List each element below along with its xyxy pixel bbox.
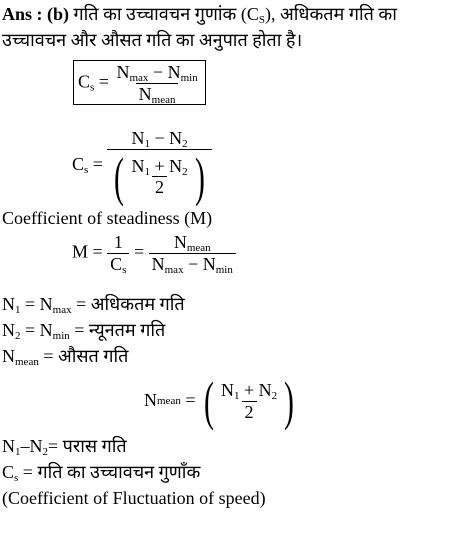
range-line: $N_1-N_2=$ परास गति bbox=[2, 436, 127, 458]
intro-text: गति का उच्चावचन गुणांक (C bbox=[73, 4, 259, 24]
cs-line: $C_s$ = गति का उच्चावचन गुणाँक bbox=[2, 462, 201, 484]
fraction: $N_1 - N_2$ ( $\frac{N_1 + N_2}{2}$ ) bbox=[107, 128, 211, 204]
formula-m: M = $\frac{1}{C_s}$ = $\frac{N_{mean}}{N_{max} - N_{min}}$ bbox=[72, 232, 236, 274]
def-n1: $N_1 = N_{max}$ = अधिकतम गति bbox=[2, 294, 185, 316]
answer-intro-line2: उच्चावचन और औसत गति का अनुपात होता है। bbox=[2, 30, 303, 50]
formula-nmean: N mean = ( $\frac{N_1 + N_2}{2}$ ) bbox=[144, 371, 295, 431]
answer-intro-line1: Ans : (b) गति का उच्चावचन गुणांक $(C_S)$, अधिकतम गति का bbox=[2, 4, 397, 26]
formula-cs-n1-n2: $C_s$ = $N_1 - N_2$ ( $\frac{N_1 + N_2}{2}$ ) bbox=[72, 128, 212, 204]
answer-label: Ans : (b) bbox=[2, 4, 70, 24]
def-nmean: $N_{mean}$ = औसत गति bbox=[2, 346, 129, 368]
closing-line: (Coefficient of Fluctuation of speed) bbox=[2, 488, 266, 508]
steadiness-heading: Coefficient of steadiness (M) bbox=[2, 208, 213, 228]
formula-cs-boxed: $C_s$ = $\frac{N_{max} - N_{min}}{N_{mean}}$ bbox=[73, 60, 206, 105]
fraction: $\frac{N_{max} - N_{min}}{N_{mean}}$ bbox=[116, 62, 198, 106]
def-n2: $N_2 = N_{min}$ = न्यूनतम गति bbox=[2, 320, 166, 342]
